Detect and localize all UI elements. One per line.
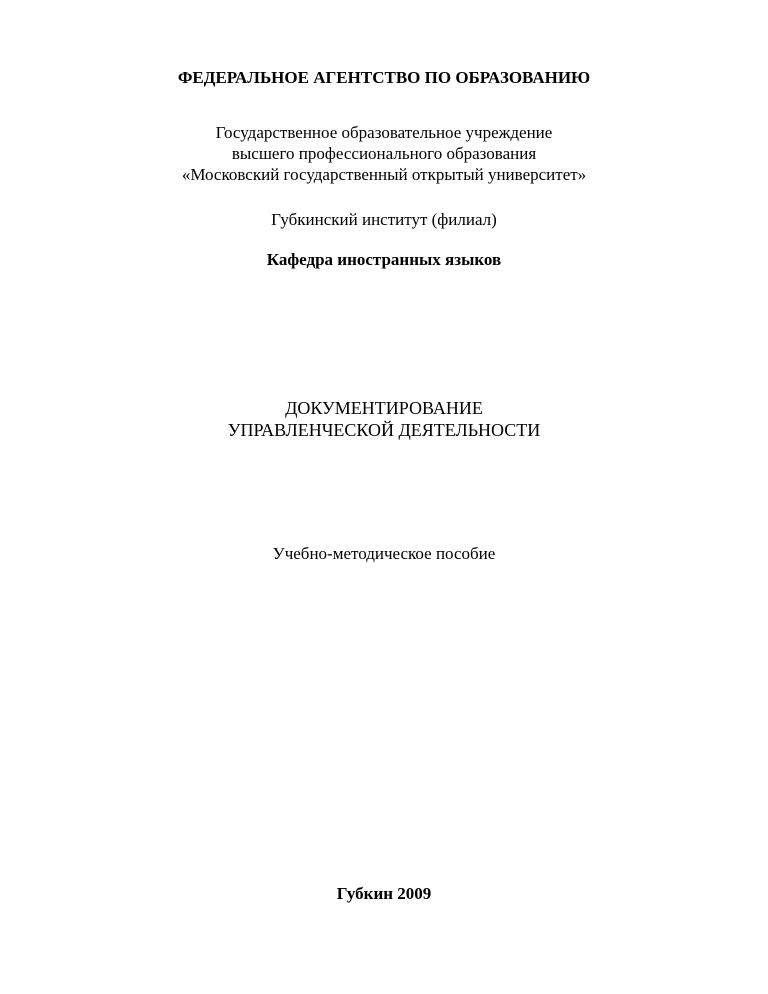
document-type: Учебно-методическое пособие [272,544,496,563]
institution-line-3: «Московский государственный открытый университет» [181,165,587,184]
institution-line-2: высшего профессионального образования [231,144,537,163]
document-title-line-1: ДОКУМЕНТИРОВАНИЕ [285,398,483,418]
agency-name: ФЕДЕРАЛЬНОЕ АГЕНТСТВО ПО ОБРАЗОВАНИЮ [177,68,591,87]
institution-line-1: Государственное образовательное учреждение [215,123,553,142]
department-name: Кафедра иностранных языков [266,250,502,269]
place-year: Губкин 2009 [336,884,432,903]
document-title-line-2: УПРАВЛЕНЧЕСКОЙ ДЕЯТЕЛЬНОСТИ [227,420,541,440]
branch-name: Губкинский институт (филиал) [271,210,497,229]
